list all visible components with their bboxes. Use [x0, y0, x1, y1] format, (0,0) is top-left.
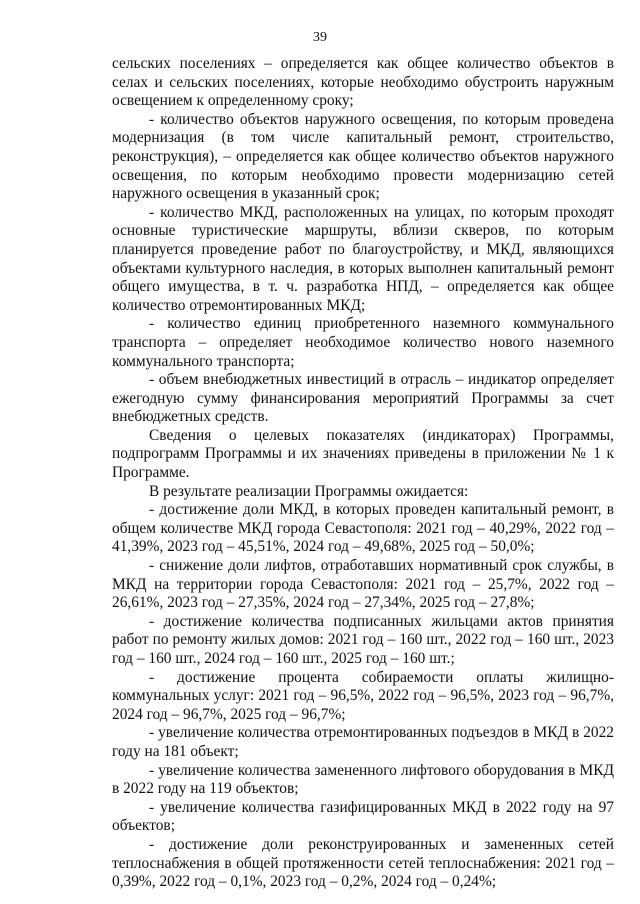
paragraph-extrabudgetary-investments: - объем внебюджетных инвестиций в отрасль – индикатор определяет ежегодную сумму финансирования мероприятий Программы за счет внебюджетных средств.: [112, 371, 614, 426]
paragraph-heat-networks-share: - достижение доли реконструированных и замененных сетей теплоснабжения в общей протяженности сетей теплоснабжения: 2021 год – 0,39%, 2022 год – 0,1%, 2023 год – 0,2%, 2024 год – 0,24%;: [112, 835, 614, 891]
paragraph-repaired-entrances: - увеличение количества отремонтированных подъездов в МКД в 2022 году на 181 объект;: [112, 724, 614, 760]
paragraph-capital-repair-share: - достижение доли МКД, в которых проведен капитальный ремонт, в общем количестве МКД города Севастополя: 2021 год – 40,29%, 2022 год – 41,39%, 2023 год – 45,51%, 2024 год – 49,68%, 2025 год – 50,0%;: [112, 501, 614, 556]
paragraph-expected-results-heading: В результате реализации Программы ожидается:: [149, 482, 469, 500]
document-body: [112, 55, 614, 892]
paragraph-public-transport-units: - количество единиц приобретенного наземного коммунального транспорта – определяет необходимое количество нового наземного коммунального транспорта;: [112, 315, 614, 370]
page-number: 39: [313, 30, 327, 45]
paragraph-replaced-elevators: - увеличение количества замененного лифтового оборудования в МКД в 2022 году на 119 объектов;: [112, 761, 614, 798]
paragraph-gasified-mkd: - увеличение количества газифицированных МКД в 2022 году на 97 объектов;: [112, 798, 614, 835]
paragraph-signed-acts: - достижение количества подписанных жильцами актов принятия работ по ремонту жилых домов: 2021 год – 160 шт., 2022 год – 160 шт., 2023 год – 160 шт., 2024 год – 160 шт., 2025 год – 160 шт.;: [112, 612, 614, 667]
paragraph-mkd-tourist-routes: - количество МКД, расположенных на улицах, по которым проходят основные туристические маршруты, вблизи скверов, по которым планируется проведение работ по благоустройству, и МКД, являющихся объектами культурного наследия, в которых выполнен капитальный ремонт общего имущества, в т. ч. разработка НПД, – определяется как общее количество отремонтированных МКД;: [112, 203, 614, 314]
paragraph-lighting-modernization: - количество объектов наружного освещения, по которым проведена модернизация (в том числе капитальный ремонт, строительство, реконструкция), – определяется как общее количество объектов наружного освещения, по которым необходимо провести модернизацию сетей наружного освещения в указанный срок;: [112, 110, 614, 203]
paragraph-target-indicators-info: Сведения о целевых показателях (индикаторах) Программы, подпрограмм Программы и их значениях приведены в приложении № 1 к Программе.: [112, 426, 614, 482]
paragraph-rural-lighting-continuation: сельских поселениях – определяется как общее количество объектов в селах и сельских поселениях, которые необходимо обустроить наружным освещением к определенному сроку;: [112, 55, 614, 110]
paragraph-elevator-share: - снижение доли лифтов, отработавших нормативный срок службы, в МКД на территории города Севастополя: 2021 год – 25,7%, 2022 год – 26,61%, 2023 год – 27,35%, 2024 год – 27,34%, 2025 год – 27,8%;: [112, 557, 614, 612]
paragraph-payment-collection: - достижение процента собираемости оплаты жилищно-коммунальных услуг: 2021 год – 96,5%, 2022 год – 96,5%, 2023 год – 96,7%, 2024 год – 96,7%, 2025 год – 96,7%;: [112, 668, 614, 723]
